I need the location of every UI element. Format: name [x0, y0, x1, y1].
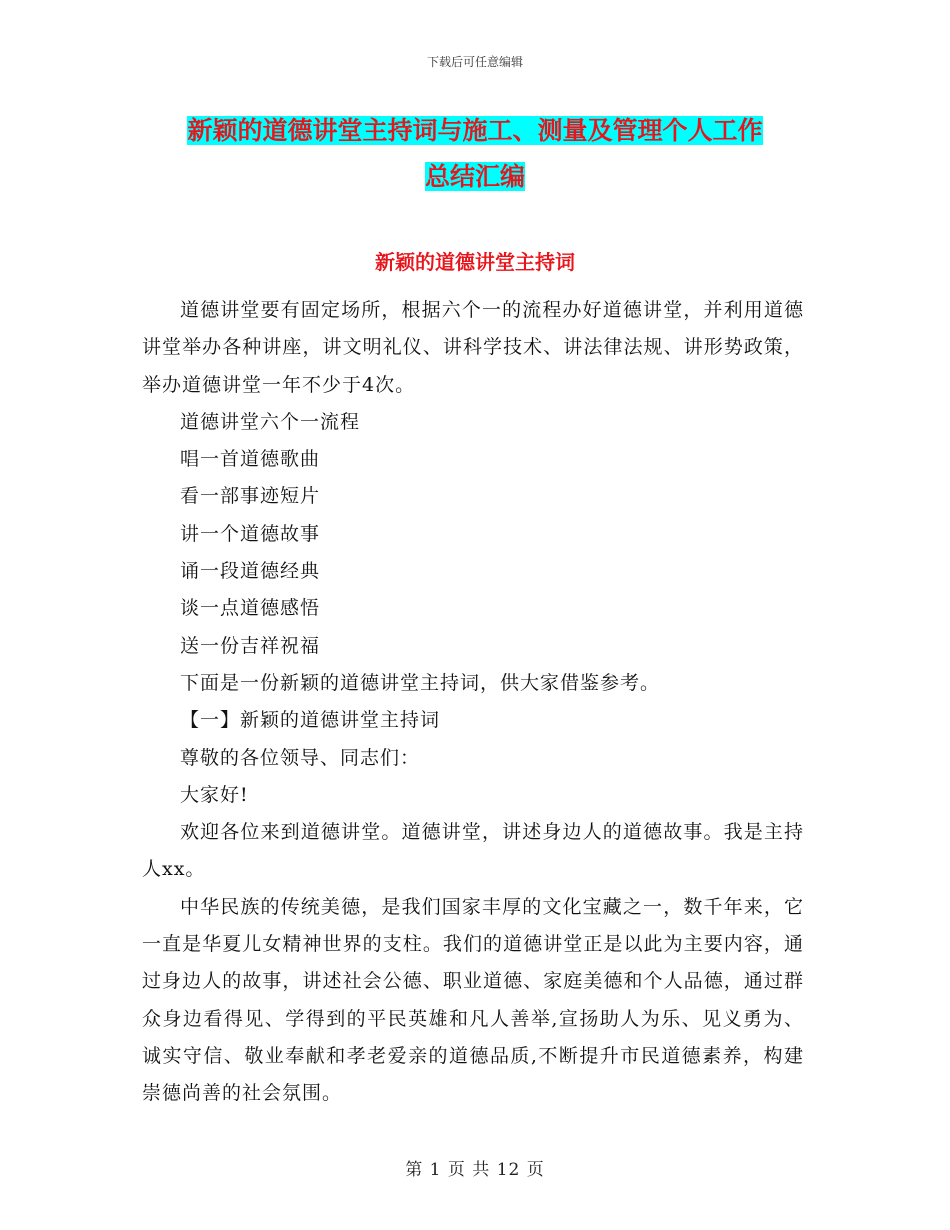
paragraph: 谈一点道德感悟 — [180, 597, 321, 620]
page-footer: 第 1 页 共 12 页 — [405, 1160, 545, 1180]
paragraph: 唱一首道德歌曲 — [180, 448, 321, 471]
paragraph: 送一份吉祥祝福 — [180, 634, 321, 657]
paragraph: 尊敬的各位领导、同志们： — [180, 746, 421, 769]
paragraph: 中华民族的传统美德，是我们国家丰厚的文化宝藏之一，数千年来，它一直是华夏儿女精神世界的支柱。我们的道德讲堂正是以此为主要内容，通过身边人的故事，讲述社会公德、职业道德、家庭美德和个人品德，通过群众身边看得见、学得到的平民英雄和凡人善举,宣扬助人为乐、见义勇为、诚实守信、敬业奉献和孝老爱亲的道德品质,不断提升市民道德素养，构建崇德尚善的社会氛围。 — [142, 895, 804, 1105]
paragraph: 欢迎各位来到道德讲堂。道德讲堂，讲述身边人的道德故事。我是主持人xx。 — [142, 821, 804, 881]
paragraph: 道德讲堂六个一流程 — [180, 410, 361, 433]
paragraph: 诵一段道德经典 — [180, 560, 321, 583]
page-header: 下载后可任意编辑 — [426, 55, 523, 69]
paragraph: 下面是一份新颖的道德讲堂主持词，供大家借鉴参考。 — [180, 671, 661, 694]
document-title-line-1: 新颖的道德讲堂主持词与施工、测量及管理个人工作 — [187, 116, 763, 145]
paragraph: 大家好! — [180, 783, 249, 806]
paragraph: 道德讲堂要有固定场所，根据六个一的流程办好道德讲堂，并利用道德讲堂举办各种讲座，讲文明礼仪、讲科学技术、讲法律法规、讲形势政策，举办道德讲堂一年不少于4次。 — [142, 299, 804, 396]
paragraph: 看一部事迹短片 — [180, 485, 321, 508]
document-title — [140, 108, 810, 200]
section-title: 新颖的道德讲堂主持词 — [375, 250, 575, 274]
paragraph: 【一】新颖的道德讲堂主持词 — [180, 709, 441, 732]
paragraph: 讲一个道德故事 — [180, 522, 321, 545]
document-title-line-2: 总结汇编 — [424, 162, 525, 191]
document-body — [142, 292, 804, 1113]
